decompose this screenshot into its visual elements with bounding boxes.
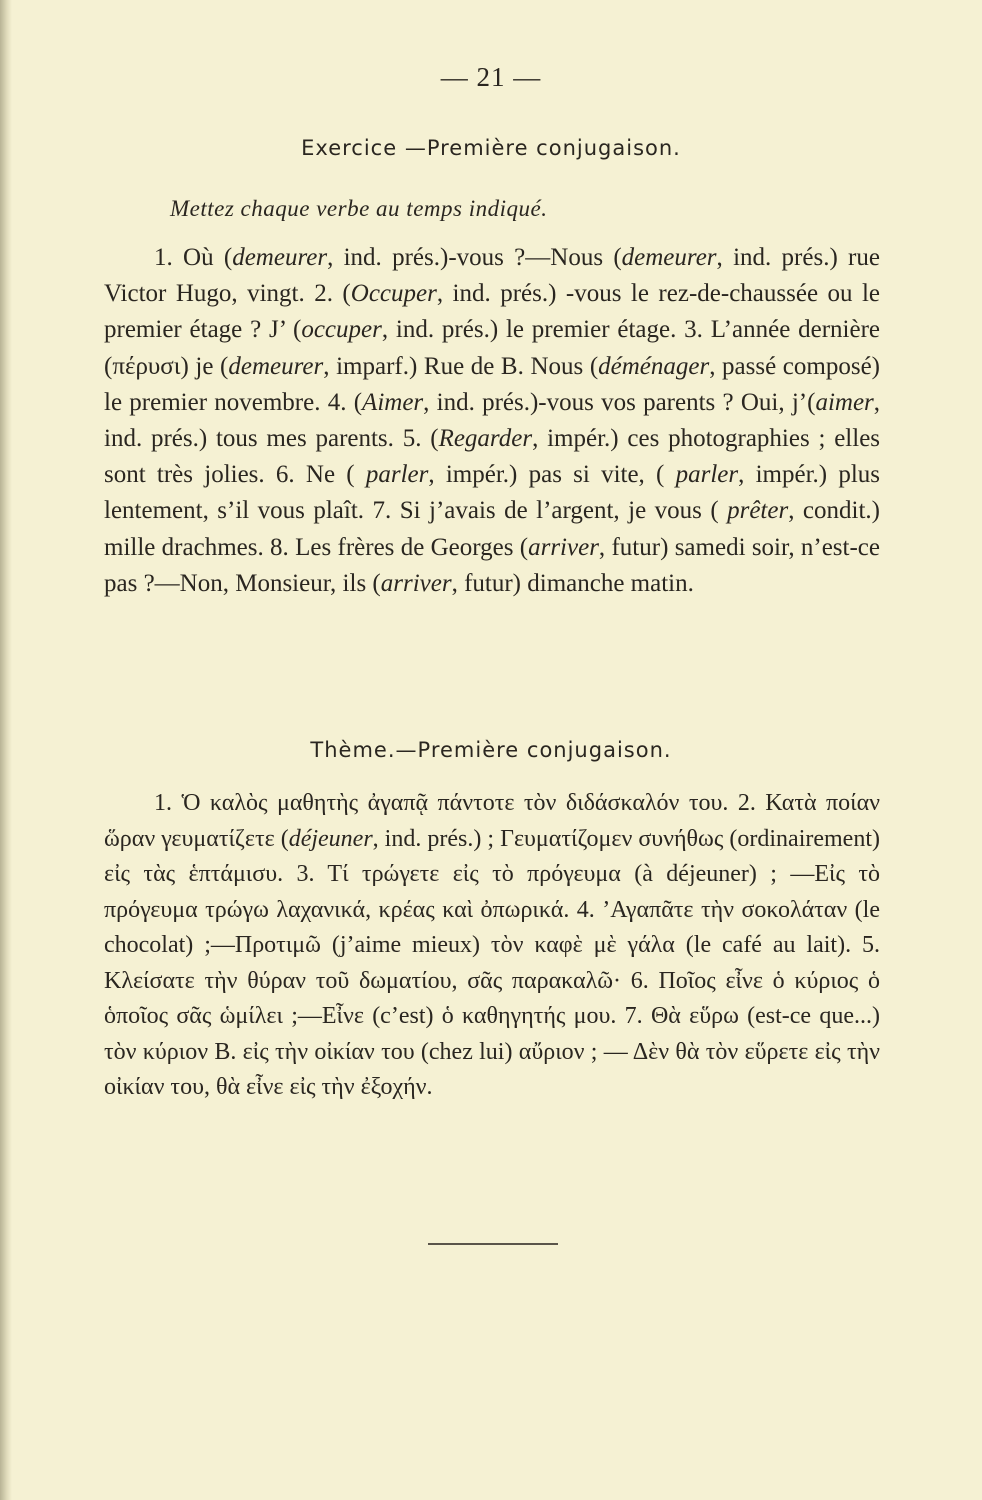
theme-paragraph: 1. Ὁ καλὸς μαθητὴς ἀγαπᾷ πάντοτε τὸν διδάσκαλόν του. 2. Κατὰ ποίαν ὥραν γευματίζετε (déjeuner, ind. prés.) ; Γευματίζομεν συνήθως (ordinairement) εἰς τὰς ἑπτάμισυ. 3. Τί τρώγετε εἰς τὸ πρόγευμα (à déjeuner) ; —Εἰς τὸ πρόγευμα τρώγω λαχανικά, κρέας καὶ ὀπωρικά. 4. ’Αγαπᾶτε τὴν σοκολάταν (le chocolat) ;—Προτιμῶ (j’aime mieux) τὸν καφὲ μὲ γάλα (le café au lait). 5. Κλείσατε τὴν θύραν τοῦ δωματίου, σᾶς παρακαλῶ· 6. Ποῖος εἶνε ὁ κύριος ὁ ὁποῖος σᾶς ὡμίλει ;—Εἶνε (c’est) ὁ καθηγητής μου. 7. Θὰ εὕρω (est-ce que...) τὸν κύριον Β. εἰς τὴν οἰκίαν του (chez lui) αὔριον ; — Δὲν θὰ τὸν εὕρετε εἰς τὴν οἰκίαν του, θὰ εἶνε εἰς τὴν ἐξοχήν.	[104, 790, 881, 1100]
end-rule	[428, 1243, 558, 1245]
exercise-paragraph: 1. Où (demeurer, ind. prés.)-vous ?—Nous (demeurer, ind. prés.) rue Victor Hugo, vingt. 2. (Occuper, ind. prés.) -vous le rez-de-chaussée ou le premier étage ? J’ (occuper, ind. prés.) le premier étage. 3. L’année dernière (πέρυσι) je (demeurer, imparf.) Rue de B. Nous (déménager, passé composé) le premier novembre. 4. (Aimer, ind. prés.)-vous vos parents ? Oui, j’(aimer, ind. prés.) tous mes parents. 5. (Regarder, impér.) ces photographies ; elles sont très jolies. 6. Ne ( parler, impér.) pas si vite, ( parler, impér.) plus lentement, s’il vous plaît. 7. Si j’avais de l’argent, je vous ( prêter, condit.) mille drachmes. 8. Les frères de Georges (arriver, futur) samedi soir, n’est-ce pas ?—Non, Monsieur, ils (arriver, futur) dimanche matin.	[104, 244, 881, 597]
theme-heading: Thème.—Première conjugaison.	[310, 738, 672, 762]
exercise-heading: Exercice —Première conjugaison.	[301, 136, 681, 160]
exercise-text	[104, 240, 880, 602]
theme-text	[104, 786, 880, 1106]
page-number: — 21 —	[440, 62, 542, 92]
exercise-instruction: Mettez chaque verbe au temps indiqué.	[170, 196, 548, 221]
